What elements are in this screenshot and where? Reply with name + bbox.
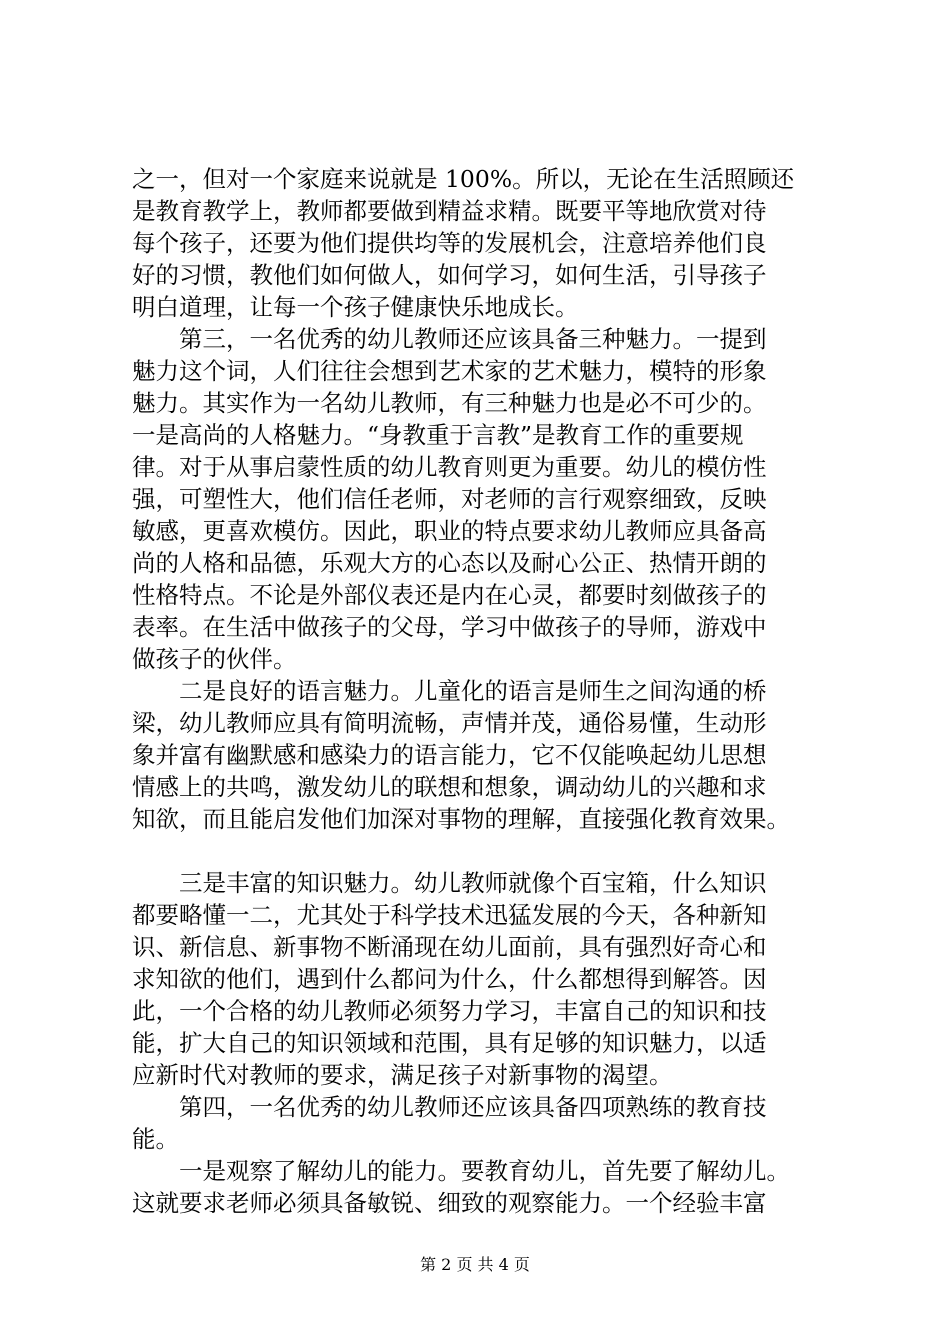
text-line: 是教育教学上，教师都要做到精益求精。既要平等地欣赏对待: [132, 197, 767, 225]
paragraph-gap: [132, 835, 832, 867]
text-line: 此，一个合格的幼儿教师必须努力学习，丰富自己的知识和技: [132, 997, 767, 1025]
text-line: 第三，一名优秀的幼儿教师还应该具备三种魅力。一提到: [132, 325, 767, 353]
text-line: 应新时代对教师的要求，满足孩子对新事物的渴望。: [132, 1061, 673, 1089]
text-line: 明白道理，让每一个孩子健康快乐地成长。: [132, 293, 579, 321]
text-line: 能。: [132, 1125, 179, 1153]
text-line: 每个孩子，还要为他们提供均等的发展机会，注意培养他们良: [132, 229, 767, 257]
text-line: 识、新信息、新事物不断涌现在幼儿面前，具有强烈好奇心和: [132, 933, 767, 961]
text-line: 一是高尚的人格魅力。“身教重于言教”是教育工作的重要规: [132, 421, 744, 449]
text-line: 敏感，更喜欢模仿。因此，职业的特点要求幼儿教师应具备高: [132, 517, 767, 545]
text-line: 能，扩大自己的知识领域和范围，具有足够的知识魅力，以适: [132, 1029, 767, 1057]
text-line: 律。对于从事启蒙性质的幼儿教育则更为重要。幼儿的模仿性: [132, 453, 767, 481]
document-body: [132, 163, 832, 1219]
text-line: 象并富有幽默感和感染力的语言能力，它不仅能唤起幼儿思想: [132, 741, 767, 769]
text-line: 三是丰富的知识魅力。幼儿教师就像个百宝箱，什么知识: [132, 869, 767, 897]
text-line: 求知欲的他们，遇到什么都问为什么，什么都想得到解答。因: [132, 965, 767, 993]
text-line: 强，可塑性大，他们信任老师，对老师的言行观察细致，反映: [132, 485, 767, 513]
text-line: 二是良好的语言魅力。儿童化的语言是师生之间沟通的桥: [132, 677, 767, 705]
text-line: 魅力。其实作为一名幼儿教师，有三种魅力也是必不可少的。: [132, 389, 767, 417]
text-line: 之一，但对一个家庭来说就是 100%。所以，无论在生活照顾还: [132, 165, 795, 193]
text-line: 第四，一名优秀的幼儿教师还应该具备四项熟练的教育技: [132, 1093, 767, 1121]
text-line: 情感上的共鸣，激发幼儿的联想和想象，调动幼儿的兴趣和求: [132, 773, 767, 801]
text-line: 都要略懂一二，尤其处于科学技术迅猛发展的今天，各种新知: [132, 901, 767, 929]
text-line: 魅力这个词，人们往往会想到艺术家的艺术魅力，模特的形象: [132, 357, 767, 385]
text-line: 这就要求老师必须具备敏锐、细致的观察能力。一个经验丰富: [132, 1189, 767, 1217]
text-line: 表率。在生活中做孩子的父母，学习中做孩子的导师，游戏中: [132, 613, 767, 641]
page-number-footer: 第 2 页 共 4 页: [420, 1255, 530, 1274]
text-line: 做孩子的伙伴。: [132, 645, 297, 673]
text-line: 好的习惯，教他们如何做人，如何学习，如何生活，引导孩子: [132, 261, 767, 289]
text-line: 尚的人格和品德，乐观大方的心态以及耐心公正、热情开朗的: [132, 549, 767, 577]
text-line: 性格特点。不论是外部仪表还是内在心灵，都要时刻做孩子的: [132, 581, 767, 609]
text-line: 知欲，而且能启发他们加深对事物的理解，直接强化教育效果。: [132, 805, 790, 833]
text-line: 梁，幼儿教师应具有简明流畅，声情并茂，通俗易懂，生动形: [132, 709, 767, 737]
text-line: 一是观察了解幼儿的能力。要教育幼儿，首先要了解幼儿。: [132, 1157, 790, 1185]
